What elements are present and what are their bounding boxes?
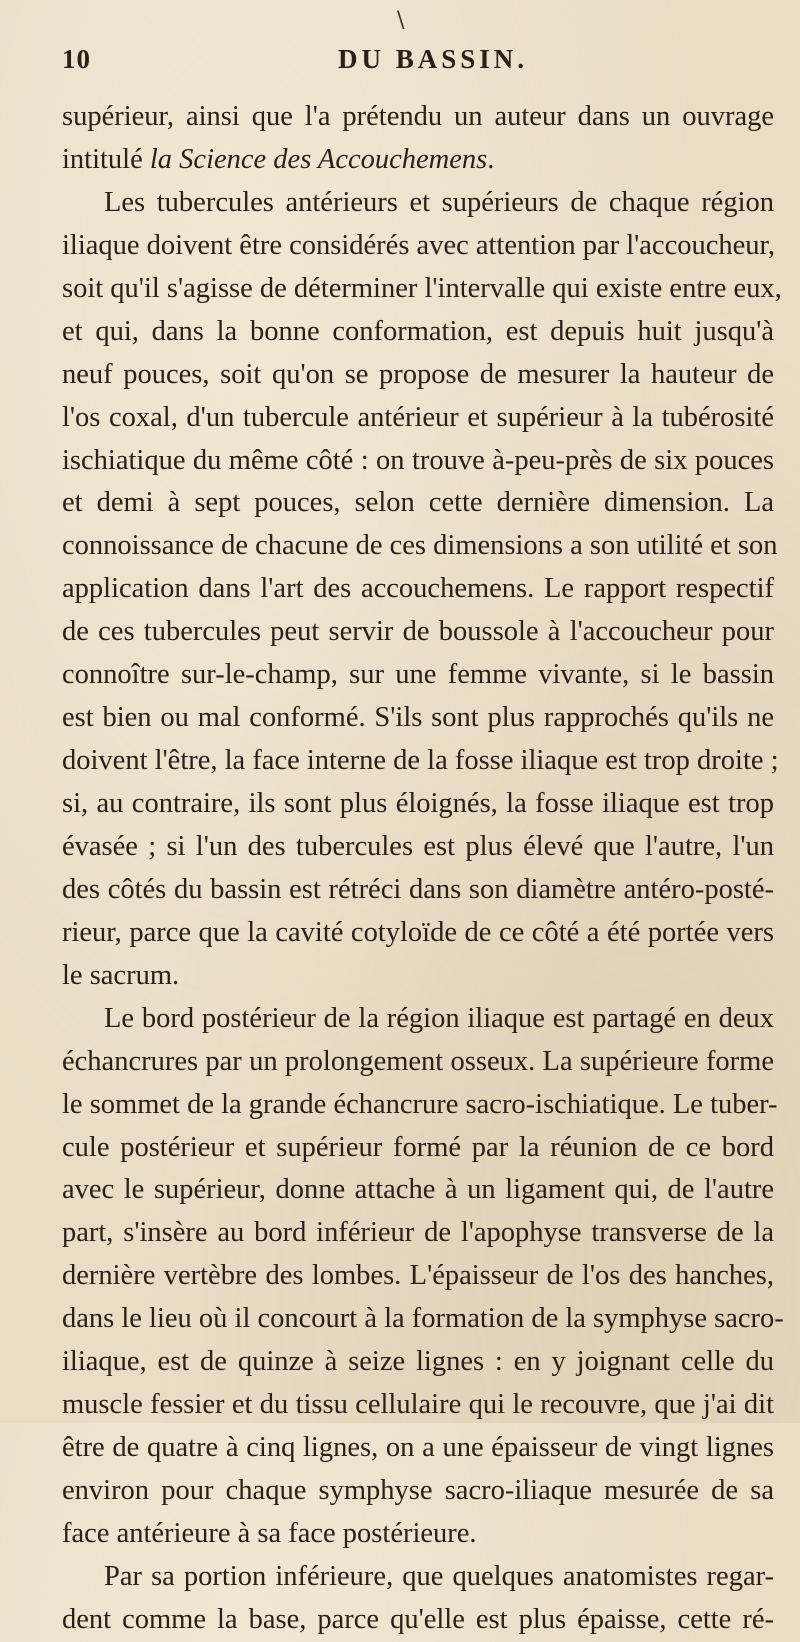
text-line: muscle fessier et du tissu cellulaire qui le recouvre, que j'ai dit [62, 1389, 774, 1421]
text-line: Le bord postérieur de la région iliaque est partagé en deux [104, 1002, 774, 1034]
printer-mark: \ [397, 8, 405, 33]
page-header [62, 44, 774, 88]
text-line: application dans l'art des accouchemens. Le rapport respectif [62, 573, 774, 605]
text-line: supérieur, ainsi que l'a prétendu un auteur dans un ouvrage [62, 101, 774, 132]
body-text [62, 96, 784, 1642]
text-line: part, s'insère au bord inférieur de l'apophyse transverse de la [62, 1217, 774, 1249]
text-line: cule postérieur et supérieur formé par la réunion de ce bord [62, 1131, 774, 1163]
text-line: le sommet de la grande échancrure sacro-ischiatique. Le tuber- [62, 1088, 778, 1120]
text-line: intitulé la Science des Accouchemens. [62, 143, 495, 175]
text-line: des côtés du bassin est rétréci dans son diamètre antéro-posté- [62, 873, 774, 905]
text-line: avec le supérieur, donne attache à un ligament qui, de l'autre [62, 1174, 774, 1206]
text-line: iliaque, est de quinze à seize lignes : en y joignant celle du [62, 1346, 774, 1378]
text-line: dernière vertèbre des lombes. L'épaisseur de l'os des hanches, [62, 1260, 774, 1292]
text-line: ischiatique du même côté : on trouve à-peu-près de six pouces [62, 444, 774, 476]
text-line: connoissance de chacune de ces dimensions a son utilité et son [62, 530, 778, 562]
text-line: échancrures par un prolongement osseux. La supérieure forme [62, 1045, 774, 1077]
text-line: connoître sur-le-champ, sur une femme vivante, si le bassin [62, 659, 774, 691]
text-line: rieur, parce que la cavité cotyloïde de ce côté a été portée vers [62, 916, 774, 948]
text-line: et demi à sept pouces, selon cette dernière dimension. La [62, 487, 774, 519]
text-line: et qui, dans la bonne conformation, est depuis huit jusqu'à [62, 315, 774, 347]
book-title: la Science des Accouchemens [149, 143, 488, 175]
text-line: Par sa portion inférieure, que quelques anatomistes regar- [104, 1560, 774, 1592]
text-line: doivent l'être, la face interne de la fosse iliaque est trop droite ; [62, 745, 779, 777]
text-line: dent comme la base, parce qu'elle est plus épaisse, cette ré- [62, 1603, 774, 1635]
text-line: être de quatre à cinq lignes, on a une épaisseur de vingt lignes [62, 1432, 774, 1464]
text-line: soit qu'il s'agisse de déterminer l'intervalle qui existe entre eux, [62, 272, 782, 304]
text-line: l'os coxal, d'un tubercule antérieur et supérieur à la tubérosité [62, 401, 774, 433]
text-line: face antérieure à sa face postérieure. [62, 1517, 477, 1549]
text-line: dans le lieu où il concourt à la formation de la symphyse sacro- [62, 1303, 784, 1335]
text-line: de ces tubercules peut servir de boussole à l'accoucheur pour [62, 616, 774, 648]
text-line: le sacrum. [62, 959, 180, 991]
text-line: environ pour chaque symphyse sacro-iliaque mesurée de sa [62, 1475, 774, 1506]
text-line: évasée ; si l'un des tubercules est plus élevé que l'autre, l'un [62, 830, 774, 862]
page-number: 10 [62, 44, 91, 74]
text-line: iliaque doivent être considérés avec attention par l'accoucheur, [62, 229, 776, 261]
text-line: est bien ou mal conformé. S'ils sont plus rapprochés qu'ils ne [62, 702, 774, 734]
text-line: si, au contraire, ils sont plus éloignés, la fosse iliaque est trop [62, 788, 774, 819]
running-title: DU BASSIN. [338, 44, 529, 74]
text-line: neuf pouces, soit qu'on se propose de mesurer la hauteur de [62, 358, 774, 390]
text-line: Les tubercules antérieurs et supérieurs de chaque région [104, 186, 774, 218]
